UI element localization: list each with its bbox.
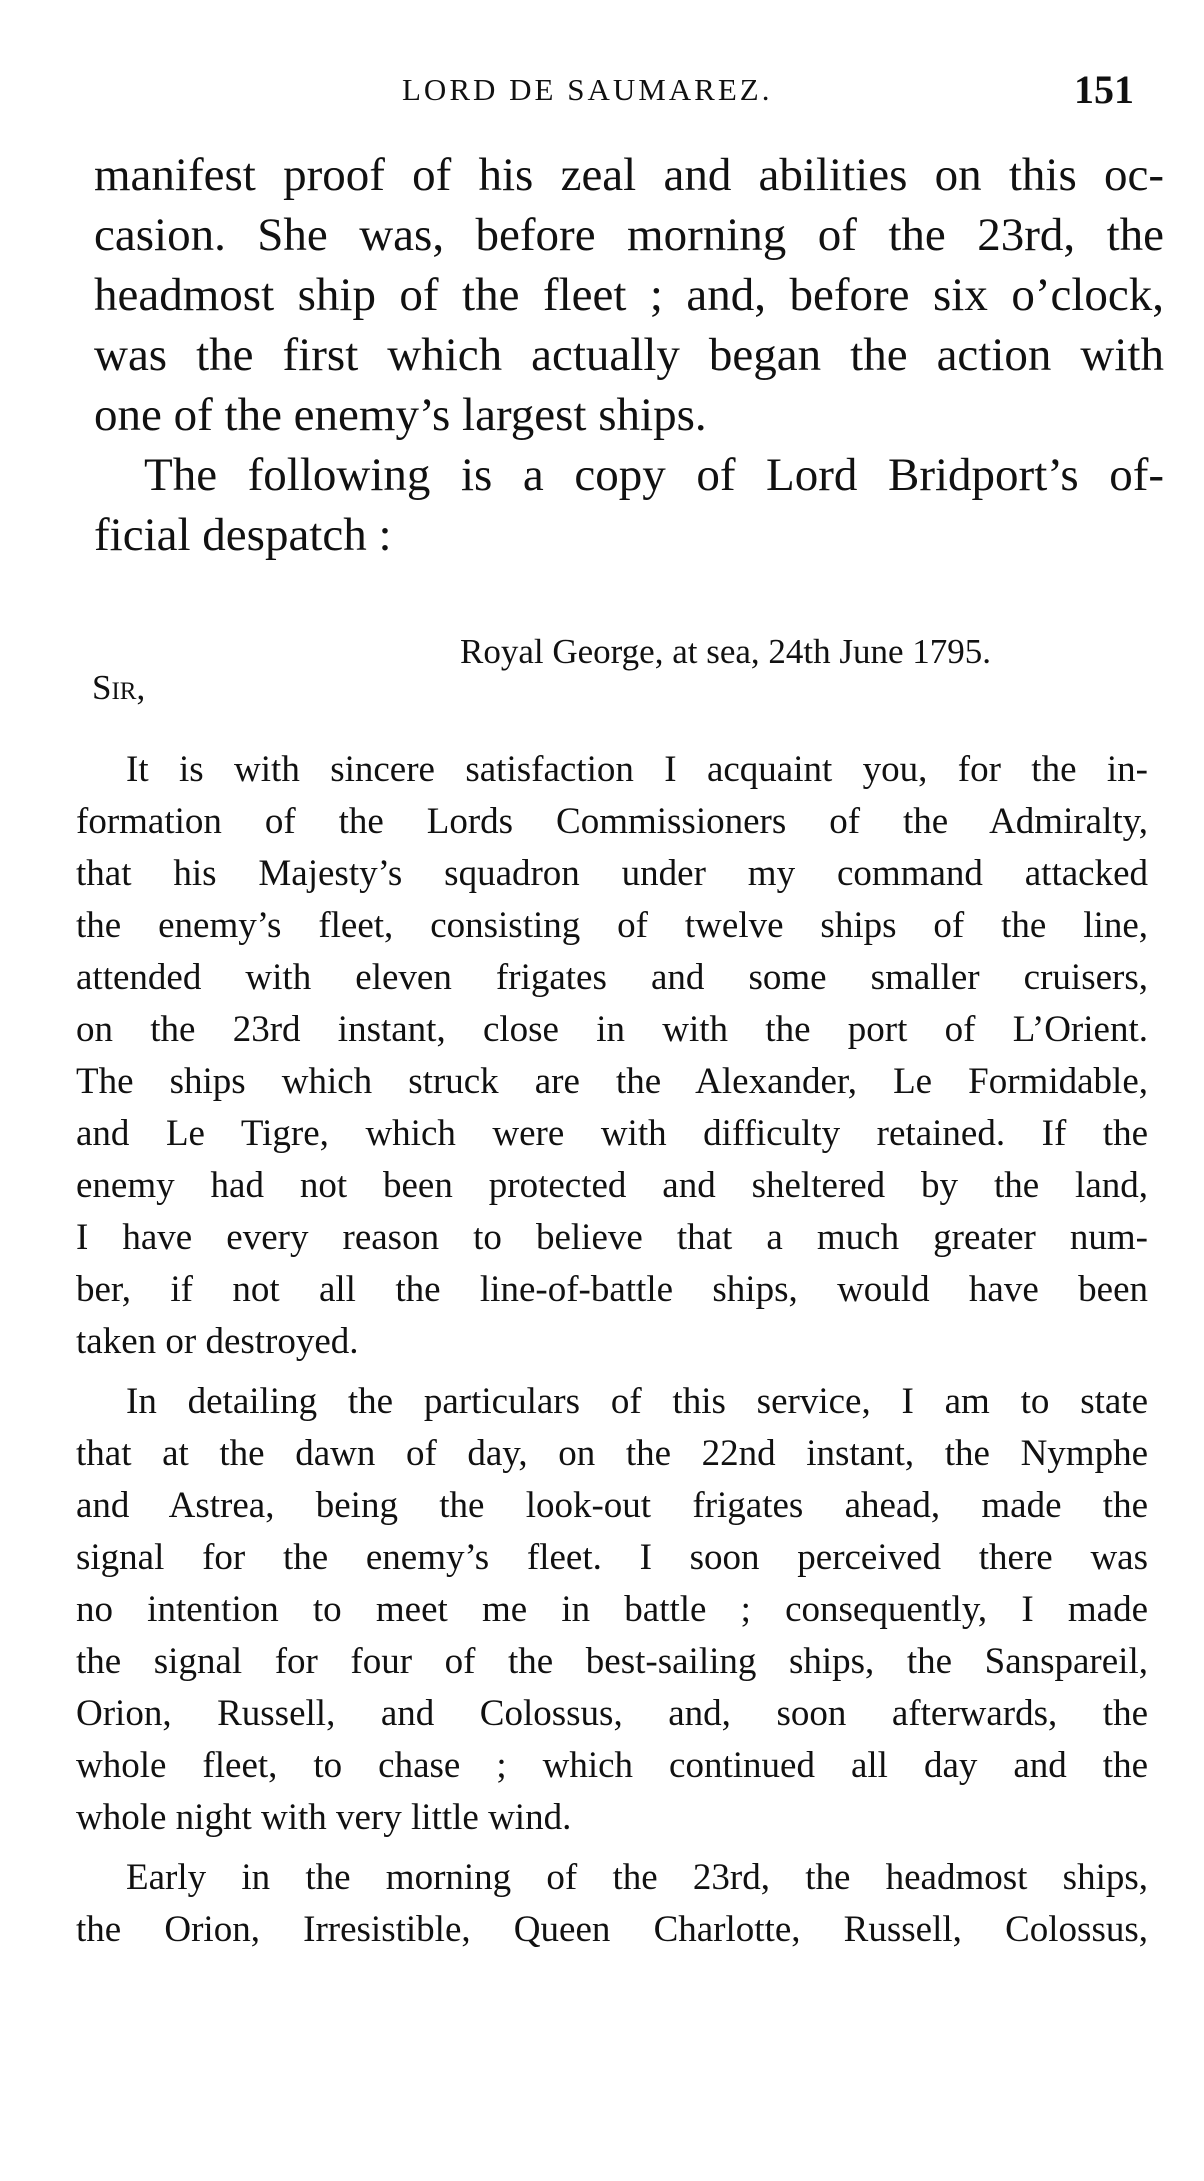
letter-line: The ships which struck are the Alexander, Le Formidable, — [76, 1061, 1148, 1102]
letter-line: enemy had not been protected and sheltered by the land, — [76, 1165, 1148, 1206]
intro-line: headmost ship of the fleet ; and, before six o’clock, — [94, 269, 1164, 321]
intro-line: was the first which actually began the action with — [94, 329, 1164, 381]
intro-line: manifest proof of his zeal and abilities on this oc- — [94, 149, 1164, 201]
letter-dateline: Royal George, at sea, 24th June 1795. — [460, 632, 992, 671]
letter-line: taken or destroyed. — [76, 1321, 359, 1362]
letter-line: attended with eleven frigates and some smaller cruisers, — [76, 957, 1148, 998]
letter-line: the enemy’s fleet, consisting of twelve ships of the line, — [76, 905, 1148, 946]
letter-line: Early in the morning of the 23rd, the headmost ships, — [126, 1857, 1148, 1898]
letter-body — [76, 736, 1148, 1956]
letter-paragraph-1 — [76, 744, 1148, 1368]
letter-line: formation of the Lords Commissioners of the Admiralty, — [76, 801, 1148, 842]
letter-line: that his Majesty’s squadron under my command attacked — [76, 853, 1148, 894]
intro-text — [94, 145, 1164, 565]
letter-paragraph-3 — [76, 1852, 1148, 1956]
page-number: 151 — [1074, 67, 1134, 112]
intro-line: one of the enemy’s largest ships. — [94, 389, 707, 441]
despatch-intro-line: ficial despatch : — [94, 509, 392, 561]
letter-line: and Le Tigre, which were with difficulty retained. If the — [76, 1113, 1148, 1154]
letter-line: ber, if not all the line-of-battle ships, would have been — [76, 1269, 1148, 1310]
letter-line: whole night with very little wind. — [76, 1797, 572, 1838]
letter-line: and Astrea, being the look-out frigates ahead, made the — [76, 1485, 1148, 1526]
letter-line: that at the dawn of day, on the 22nd instant, the Nymphe — [76, 1433, 1148, 1474]
letter-line: the signal for four of the best-sailing ships, the Sanspareil, — [76, 1641, 1148, 1682]
despatch-intro-line: The following is a copy of Lord Bridport’s of- — [144, 449, 1164, 501]
letter-line: I have every reason to believe that a much greater num- — [76, 1217, 1148, 1258]
letter-line: Orion, Russell, and Colossus, and, soon afterwards, the — [76, 1693, 1148, 1734]
letter-paragraph-2 — [76, 1376, 1148, 1844]
letter-line: on the 23rd instant, close in with the port of L’Orient. — [76, 1009, 1148, 1050]
intro-line: casion. She was, before morning of the 23rd, the — [94, 209, 1164, 261]
running-title: LORD DE SAUMAREZ. — [402, 72, 773, 107]
letter-line: whole fleet, to chase ; which continued all day and the — [76, 1745, 1148, 1786]
letter-line: It is with sincere satisfaction I acquaint you, for the in- — [126, 749, 1148, 790]
running-head — [0, 67, 1204, 122]
letter-line: no intention to meet me in battle ; consequently, I made — [76, 1589, 1148, 1630]
letter-line: In detailing the particulars of this service, I am to state — [126, 1381, 1148, 1422]
letter-line: the Orion, Irresistible, Queen Charlotte, Russell, Colossus, — [76, 1909, 1148, 1950]
letter-line: signal for the enemy’s fleet. I soon perceived there was — [76, 1537, 1148, 1578]
letter-salutation: Sir, — [92, 668, 146, 707]
